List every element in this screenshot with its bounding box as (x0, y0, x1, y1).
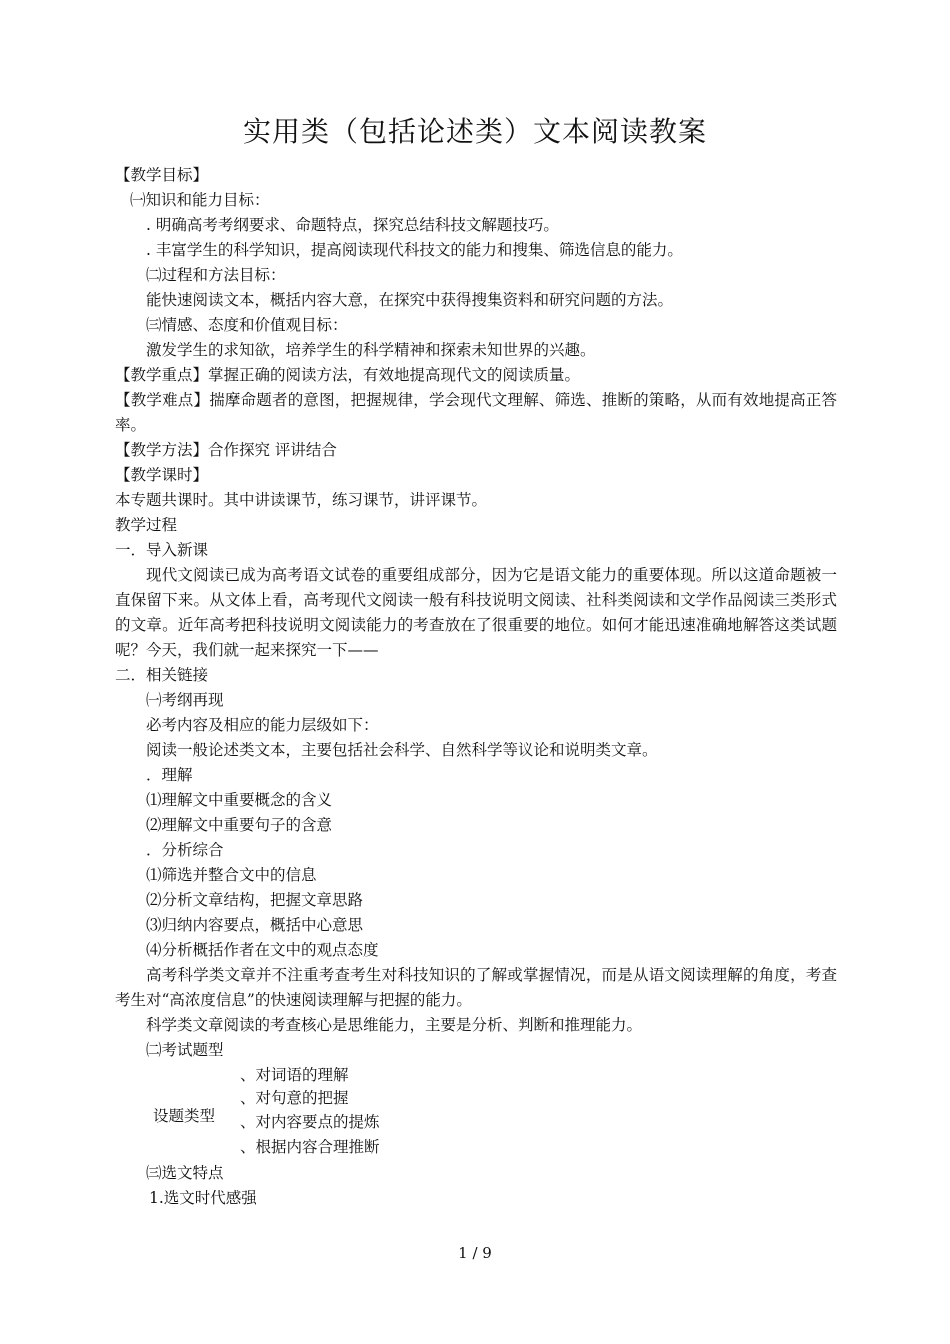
objectives-heading: 【教学目标】 (115, 166, 209, 184)
ability-item: ⑴理解文中重要概念的含义 (146, 791, 333, 809)
scope-text: 阅读一般论述类文本，主要包括社会科学、自然科学等议论和说明类文章。 (146, 741, 658, 759)
ability-item: ⑵理解文中重要句子的含意 (146, 816, 333, 834)
teaching-method: 【教学方法】合作探究 评讲结合 (115, 441, 337, 459)
ability-item: ⑶归纳内容要点，概括中心意思 (146, 916, 364, 934)
question-type-item: 、对内容要点的提炼 (240, 1113, 380, 1131)
ability-item: ⑵分析文章结构，把握文章思路 (146, 891, 364, 909)
objective-knowledge-item: . 丰富学生的科学知识，提高阅读现代科技文的能力和搜集、筛选信息的能力。 (146, 241, 683, 259)
section-heading: 二．相关链接 (115, 666, 209, 684)
difficulty-paragraph: 【教学难点】揣摩命题者的意图，把握规律，学会现代文理解、筛选、推断的策略，从而有效地提高正答率。 (115, 391, 837, 434)
question-type-label: 设题类型 (153, 1107, 216, 1125)
document-title: 实用类（包括论述类）文本阅读教案 (242, 115, 707, 148)
exam-core-text: 科学类文章阅读的考查核心是思维能力，主要是分析、判断和推理能力。 (146, 1016, 643, 1034)
class-hours-text: 本专题共课时。其中讲读课节，练习课节，讲评课节。 (115, 491, 488, 509)
subsection-heading: ㈠考纲再现 (146, 691, 224, 709)
feature-item: 1.选文时代感强 (149, 1189, 257, 1207)
objective-process-text: 能快速阅读文本，概括内容大意，在探究中获得搜集资料和研究问题的方法。 (146, 291, 674, 309)
objective-emotion-text: 激发学生的求知欲，培养学生的科学精神和探索未知世界的兴趣。 (146, 341, 596, 359)
objective-process-heading: ㈡过程和方法目标： (146, 266, 286, 284)
question-type-item: 、根据内容合理推断 (240, 1138, 380, 1156)
page-number: 1 / 9 (458, 1244, 492, 1262)
class-hours-heading: 【教学课时】 (115, 466, 209, 484)
objective-knowledge-heading: ㈠知识和能力目标： (130, 191, 270, 209)
requirement-text: 必考内容及相应的能力层级如下： (146, 716, 379, 734)
key-point: 【教学重点】掌握正确的阅读方法，有效地提高现代文的阅读质量。 (115, 366, 581, 384)
subsection-heading: ㈡考试题型 (146, 1041, 224, 1059)
ability-heading: ．理解 (146, 766, 193, 784)
ability-item: ⑷分析概括作者在文中的观点态度 (146, 941, 379, 959)
subsection-heading: ㈢选文特点 (146, 1164, 224, 1182)
process-heading: 教学过程 (115, 516, 178, 534)
question-type-item: 、对词语的理解 (240, 1066, 349, 1084)
ability-heading: ．分析综合 (146, 841, 224, 859)
objective-knowledge-item: . 明确高考考纲要求、命题特点，探究总结科技文解题技巧。 (146, 216, 559, 234)
intro-paragraph: 现代文阅读已成为高考语文试卷的重要组成部分，因为它是语文能力的重要体现。所以这道命题被一直保留下来。从文体上看，高考现代文阅读一般有科技说明文阅读、社科类阅读和文学作品阅读三类形式的文章。近年高考把科技说明文阅读能力的考查放在了很重要的地位。如何才能迅速准确地解答这类试题呢？今天，我们就一起来探究一下—— (115, 566, 837, 659)
objective-emotion-heading: ㈢情感、态度和价值观目标： (146, 316, 348, 334)
section-heading: 一．导入新课 (115, 541, 209, 559)
exam-focus-paragraph: 高考科学类文章并不注重考查考生对科技知识的了解或掌握情况，而是从语文阅读理解的角度，考查考生对“高浓度信息”的快速阅读理解与把握的能力。 (115, 966, 837, 1009)
question-type-item: 、对句意的把握 (240, 1089, 349, 1107)
ability-item: ⑴筛选并整合文中的信息 (146, 866, 317, 884)
